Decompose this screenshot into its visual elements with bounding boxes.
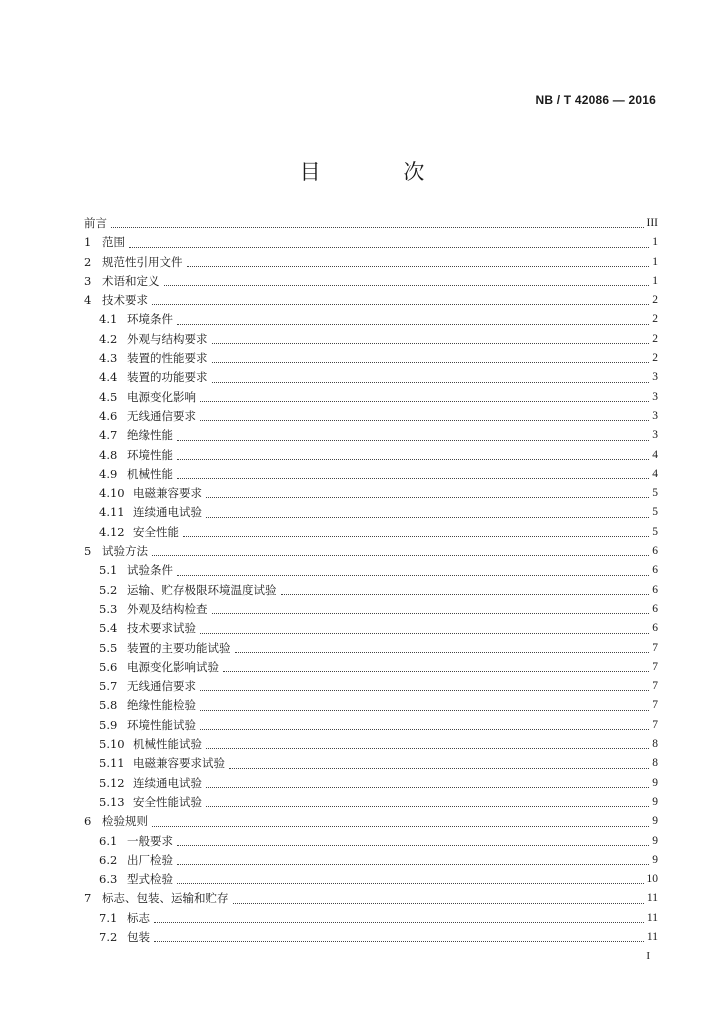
toc-entry-label: 电源变化影响试验 — [127, 659, 219, 674]
toc-leader-dots — [223, 670, 649, 672]
toc-entry-number: 4.12 — [99, 524, 125, 539]
toc-leader-dots — [154, 921, 644, 923]
toc-entry-page: 11 — [646, 911, 658, 924]
toc-entry-number: 4.9 — [99, 466, 118, 481]
toc-leader-dots — [177, 439, 649, 441]
toc-entry-page: 9 — [652, 834, 658, 847]
toc-entry-label: 型式检验 — [127, 872, 173, 887]
toc-entry-number: 5.1 — [99, 563, 118, 578]
toc-entry[interactable] — [84, 735, 658, 754]
toc-leader-dots — [200, 689, 649, 691]
toc-entry-label: 电磁兼容要求 — [133, 486, 202, 501]
toc-entry-label: 外观及结构检查 — [127, 601, 208, 616]
toc-entry-page: 8 — [652, 738, 658, 751]
toc-entry[interactable] — [84, 388, 658, 407]
toc-entry-number: 5.7 — [99, 679, 118, 694]
toc-entry[interactable] — [84, 851, 658, 870]
toc-entry-label: 绝缘性能检验 — [127, 698, 196, 713]
toc-entry-label: 术语和定义 — [102, 273, 160, 288]
toc-entry-page: 3 — [652, 409, 658, 422]
toc-entry-number: 4.5 — [99, 389, 118, 404]
toc-entry-label: 范围 — [102, 235, 125, 250]
toc-leader-dots — [212, 612, 650, 614]
toc-entry-number: 4.3 — [99, 351, 118, 366]
toc-entry-number: 4 — [84, 293, 92, 308]
toc-leader-dots — [229, 767, 649, 769]
toc-title: 目 次 — [299, 160, 463, 184]
toc-entry-page: 5 — [652, 525, 658, 538]
toc-entry-page: 7 — [652, 699, 658, 712]
toc-entry-page: 2 — [652, 294, 658, 307]
toc-leader-dots — [177, 844, 649, 846]
toc-entry-label: 包装 — [127, 929, 150, 944]
toc-entry[interactable] — [84, 889, 658, 908]
toc-entry-label: 绝缘性能 — [127, 428, 173, 443]
toc-entry-page: 8 — [652, 757, 658, 770]
toc-entry-page: 9 — [652, 795, 658, 808]
toc-leader-dots — [200, 709, 649, 711]
toc-entry[interactable] — [84, 503, 658, 522]
toc-entry-number: 6.2 — [99, 852, 118, 867]
toc-entry-page: 11 — [646, 930, 658, 943]
toc-leader-dots — [154, 940, 644, 942]
toc-entry[interactable] — [84, 330, 658, 349]
toc-leader-dots — [233, 902, 644, 904]
toc-entry[interactable] — [84, 465, 658, 484]
toc-entry-label: 运输、贮存极限环境温度试验 — [127, 582, 277, 597]
toc-entry-label: 标志 — [127, 910, 150, 925]
toc-entry-number: 5.4 — [99, 621, 118, 636]
toc-entry[interactable] — [84, 909, 658, 928]
toc-leader-dots — [212, 361, 650, 363]
toc-entry-page: 7 — [652, 680, 658, 693]
toc-entry-page: 2 — [652, 313, 658, 326]
toc-entry[interactable] — [84, 484, 658, 503]
toc-entry-label: 技术要求试验 — [127, 621, 196, 636]
toc-entry-label: 连续通电试验 — [133, 505, 202, 520]
toc-leader-dots — [177, 574, 649, 576]
toc-entry[interactable] — [84, 272, 658, 291]
toc-entry-number: 5.9 — [99, 717, 118, 732]
toc-entry-page: 6 — [652, 583, 658, 596]
toc-leader-dots — [177, 882, 644, 884]
toc-entry-number: 5.11 — [99, 756, 125, 771]
toc-entry-number: 4.8 — [99, 447, 118, 462]
toc-entry[interactable] — [84, 658, 658, 677]
toc-leader-dots — [152, 554, 649, 556]
toc-entry-page: 7 — [652, 718, 658, 731]
toc-entry[interactable] — [84, 696, 658, 715]
toc-leader-dots — [206, 747, 649, 749]
toc-entry-page: 4 — [652, 467, 658, 480]
toc-leader-dots — [206, 786, 649, 788]
toc-entry-number: 7.1 — [99, 910, 118, 925]
toc-entry-number: 5.8 — [99, 698, 118, 713]
toc-entry-page: 11 — [646, 892, 658, 905]
toc-entry-label: 前言 — [84, 216, 107, 230]
table-of-contents — [84, 214, 658, 947]
toc-entry-label: 外观与结构要求 — [127, 331, 208, 346]
toc-entry[interactable] — [84, 542, 658, 561]
toc-leader-dots — [200, 419, 649, 421]
toc-entry[interactable] — [84, 214, 658, 233]
toc-entry-label: 安全性能 — [133, 524, 179, 539]
toc-entry-label: 装置的功能要求 — [127, 370, 208, 385]
toc-entry-label: 机械性能 — [127, 466, 173, 481]
toc-entry-page: 5 — [652, 487, 658, 500]
toc-entry-page: 6 — [652, 564, 658, 577]
toc-entry[interactable] — [84, 581, 658, 600]
toc-leader-dots — [235, 651, 650, 653]
toc-entry-number: 6.1 — [99, 833, 118, 848]
toc-entry[interactable] — [84, 523, 658, 542]
toc-entry[interactable] — [84, 368, 658, 387]
toc-leader-dots — [152, 825, 649, 827]
toc-entry-page: 3 — [652, 429, 658, 442]
toc-entry-page: 1 — [652, 236, 658, 249]
toc-entry-label: 连续通电试验 — [133, 775, 202, 790]
toc-entry-page: 9 — [652, 853, 658, 866]
toc-entry-label: 环境性能 — [127, 447, 173, 462]
toc-leader-dots — [152, 303, 649, 305]
toc-leader-dots — [212, 342, 650, 344]
toc-entry[interactable] — [84, 600, 658, 619]
toc-entry[interactable] — [84, 793, 658, 812]
toc-entry[interactable] — [84, 677, 658, 696]
toc-leader-dots — [200, 632, 649, 634]
toc-entry-page: 9 — [652, 815, 658, 828]
toc-entry-page: 6 — [652, 622, 658, 635]
toc-entry-number: 5.13 — [99, 794, 125, 809]
toc-leader-dots — [281, 593, 650, 595]
toc-leader-dots — [111, 226, 644, 228]
standard-code: NB / T 42086 — 2016 — [535, 93, 656, 107]
toc-entry-label: 出厂检验 — [127, 852, 173, 867]
toc-entry-page: 6 — [652, 602, 658, 615]
toc-entry-label: 电源变化影响 — [127, 389, 196, 404]
toc-entry-number: 4.7 — [99, 428, 118, 443]
toc-entry[interactable] — [84, 639, 658, 658]
toc-entry-number: 3 — [84, 273, 92, 288]
toc-entry-page: 9 — [652, 776, 658, 789]
toc-entry[interactable] — [84, 619, 658, 638]
toc-leader-dots — [206, 496, 649, 498]
toc-leader-dots — [177, 323, 649, 325]
toc-entry-number: 6 — [84, 814, 92, 829]
toc-entry-page: 1 — [652, 255, 658, 268]
toc-leader-dots — [177, 863, 649, 865]
toc-leader-dots — [212, 381, 650, 383]
toc-entry-number: 4.10 — [99, 486, 125, 501]
toc-entry[interactable] — [84, 291, 658, 310]
toc-entry-number: 4.1 — [99, 312, 118, 327]
toc-entry-label: 技术要求 — [102, 293, 148, 308]
toc-entry[interactable] — [84, 561, 658, 580]
toc-entry[interactable] — [84, 349, 658, 368]
toc-entry-number: 5.6 — [99, 659, 118, 674]
toc-entry-label: 规范性引用文件 — [102, 254, 183, 269]
toc-entry[interactable] — [84, 253, 658, 272]
toc-entry[interactable] — [84, 716, 658, 735]
toc-entry-page: III — [646, 217, 658, 229]
toc-entry-number: 4.4 — [99, 370, 118, 385]
toc-entry-label: 装置的性能要求 — [127, 351, 208, 366]
toc-entry-page: 2 — [652, 352, 658, 365]
toc-entry-label: 环境条件 — [127, 312, 173, 327]
toc-entry-number: 5.10 — [99, 737, 125, 752]
toc-entry[interactable] — [84, 446, 658, 465]
toc-entry-page: 1 — [652, 274, 658, 287]
toc-entry-label: 一般要求 — [127, 833, 173, 848]
toc-entry-number: 5.2 — [99, 582, 118, 597]
toc-leader-dots — [206, 805, 649, 807]
toc-entry[interactable] — [84, 233, 658, 252]
toc-leader-dots — [200, 728, 649, 730]
toc-entry[interactable] — [84, 928, 658, 947]
toc-entry-number: 2 — [84, 254, 92, 269]
toc-entry-number: 4.6 — [99, 408, 118, 423]
toc-entry-label: 试验方法 — [102, 544, 148, 559]
toc-entry-label: 检验规则 — [102, 814, 148, 829]
toc-entry[interactable] — [84, 310, 658, 329]
toc-entry[interactable] — [84, 754, 658, 773]
toc-entry-page: 4 — [652, 448, 658, 461]
toc-leader-dots — [183, 535, 649, 537]
toc-entry-page: 3 — [652, 371, 658, 384]
toc-entry-page: 7 — [652, 660, 658, 673]
toc-entry-label: 装置的主要功能试验 — [127, 640, 231, 655]
toc-entry-number: 5 — [84, 544, 92, 559]
toc-entry-page: 7 — [652, 641, 658, 654]
toc-leader-dots — [164, 284, 650, 286]
toc-entry-label: 标志、包装、运输和贮存 — [102, 891, 229, 906]
page-number: I — [646, 950, 650, 962]
toc-entry-number: 4.11 — [99, 505, 125, 520]
toc-entry[interactable] — [84, 812, 658, 831]
toc-entry-label: 安全性能试验 — [133, 794, 202, 809]
toc-entry[interactable] — [84, 426, 658, 445]
toc-entry-label: 环境性能试验 — [127, 717, 196, 732]
toc-entry-number: 7 — [84, 891, 92, 906]
toc-entry-number: 1 — [84, 235, 92, 250]
toc-entry-page: 5 — [652, 506, 658, 519]
toc-leader-dots — [177, 458, 649, 460]
toc-leader-dots — [200, 400, 649, 402]
toc-entry-label: 试验条件 — [127, 563, 173, 578]
toc-entry-number: 5.3 — [99, 601, 118, 616]
toc-leader-dots — [129, 246, 649, 248]
toc-entry-page: 6 — [652, 545, 658, 558]
toc-entry-page: 10 — [646, 873, 658, 886]
toc-entry[interactable] — [84, 870, 658, 889]
toc-entry-number: 5.5 — [99, 640, 118, 655]
toc-entry-page: 2 — [652, 332, 658, 345]
toc-entry[interactable] — [84, 832, 658, 851]
toc-leader-dots — [177, 477, 649, 479]
toc-entry-label: 无线通信要求 — [127, 408, 196, 423]
toc-entry-number: 7.2 — [99, 929, 118, 944]
toc-entry-label: 电磁兼容要求试验 — [133, 756, 225, 771]
toc-entry-label: 无线通信要求 — [127, 679, 196, 694]
toc-entry-number: 4.2 — [99, 331, 118, 346]
toc-leader-dots — [206, 516, 649, 518]
toc-entry-number: 5.12 — [99, 775, 125, 790]
toc-leader-dots — [187, 265, 650, 267]
toc-entry-page: 3 — [652, 390, 658, 403]
toc-entry-number: 6.3 — [99, 872, 118, 887]
toc-entry-label: 机械性能试验 — [133, 737, 202, 752]
toc-entry[interactable] — [84, 774, 658, 793]
toc-entry[interactable] — [84, 407, 658, 426]
